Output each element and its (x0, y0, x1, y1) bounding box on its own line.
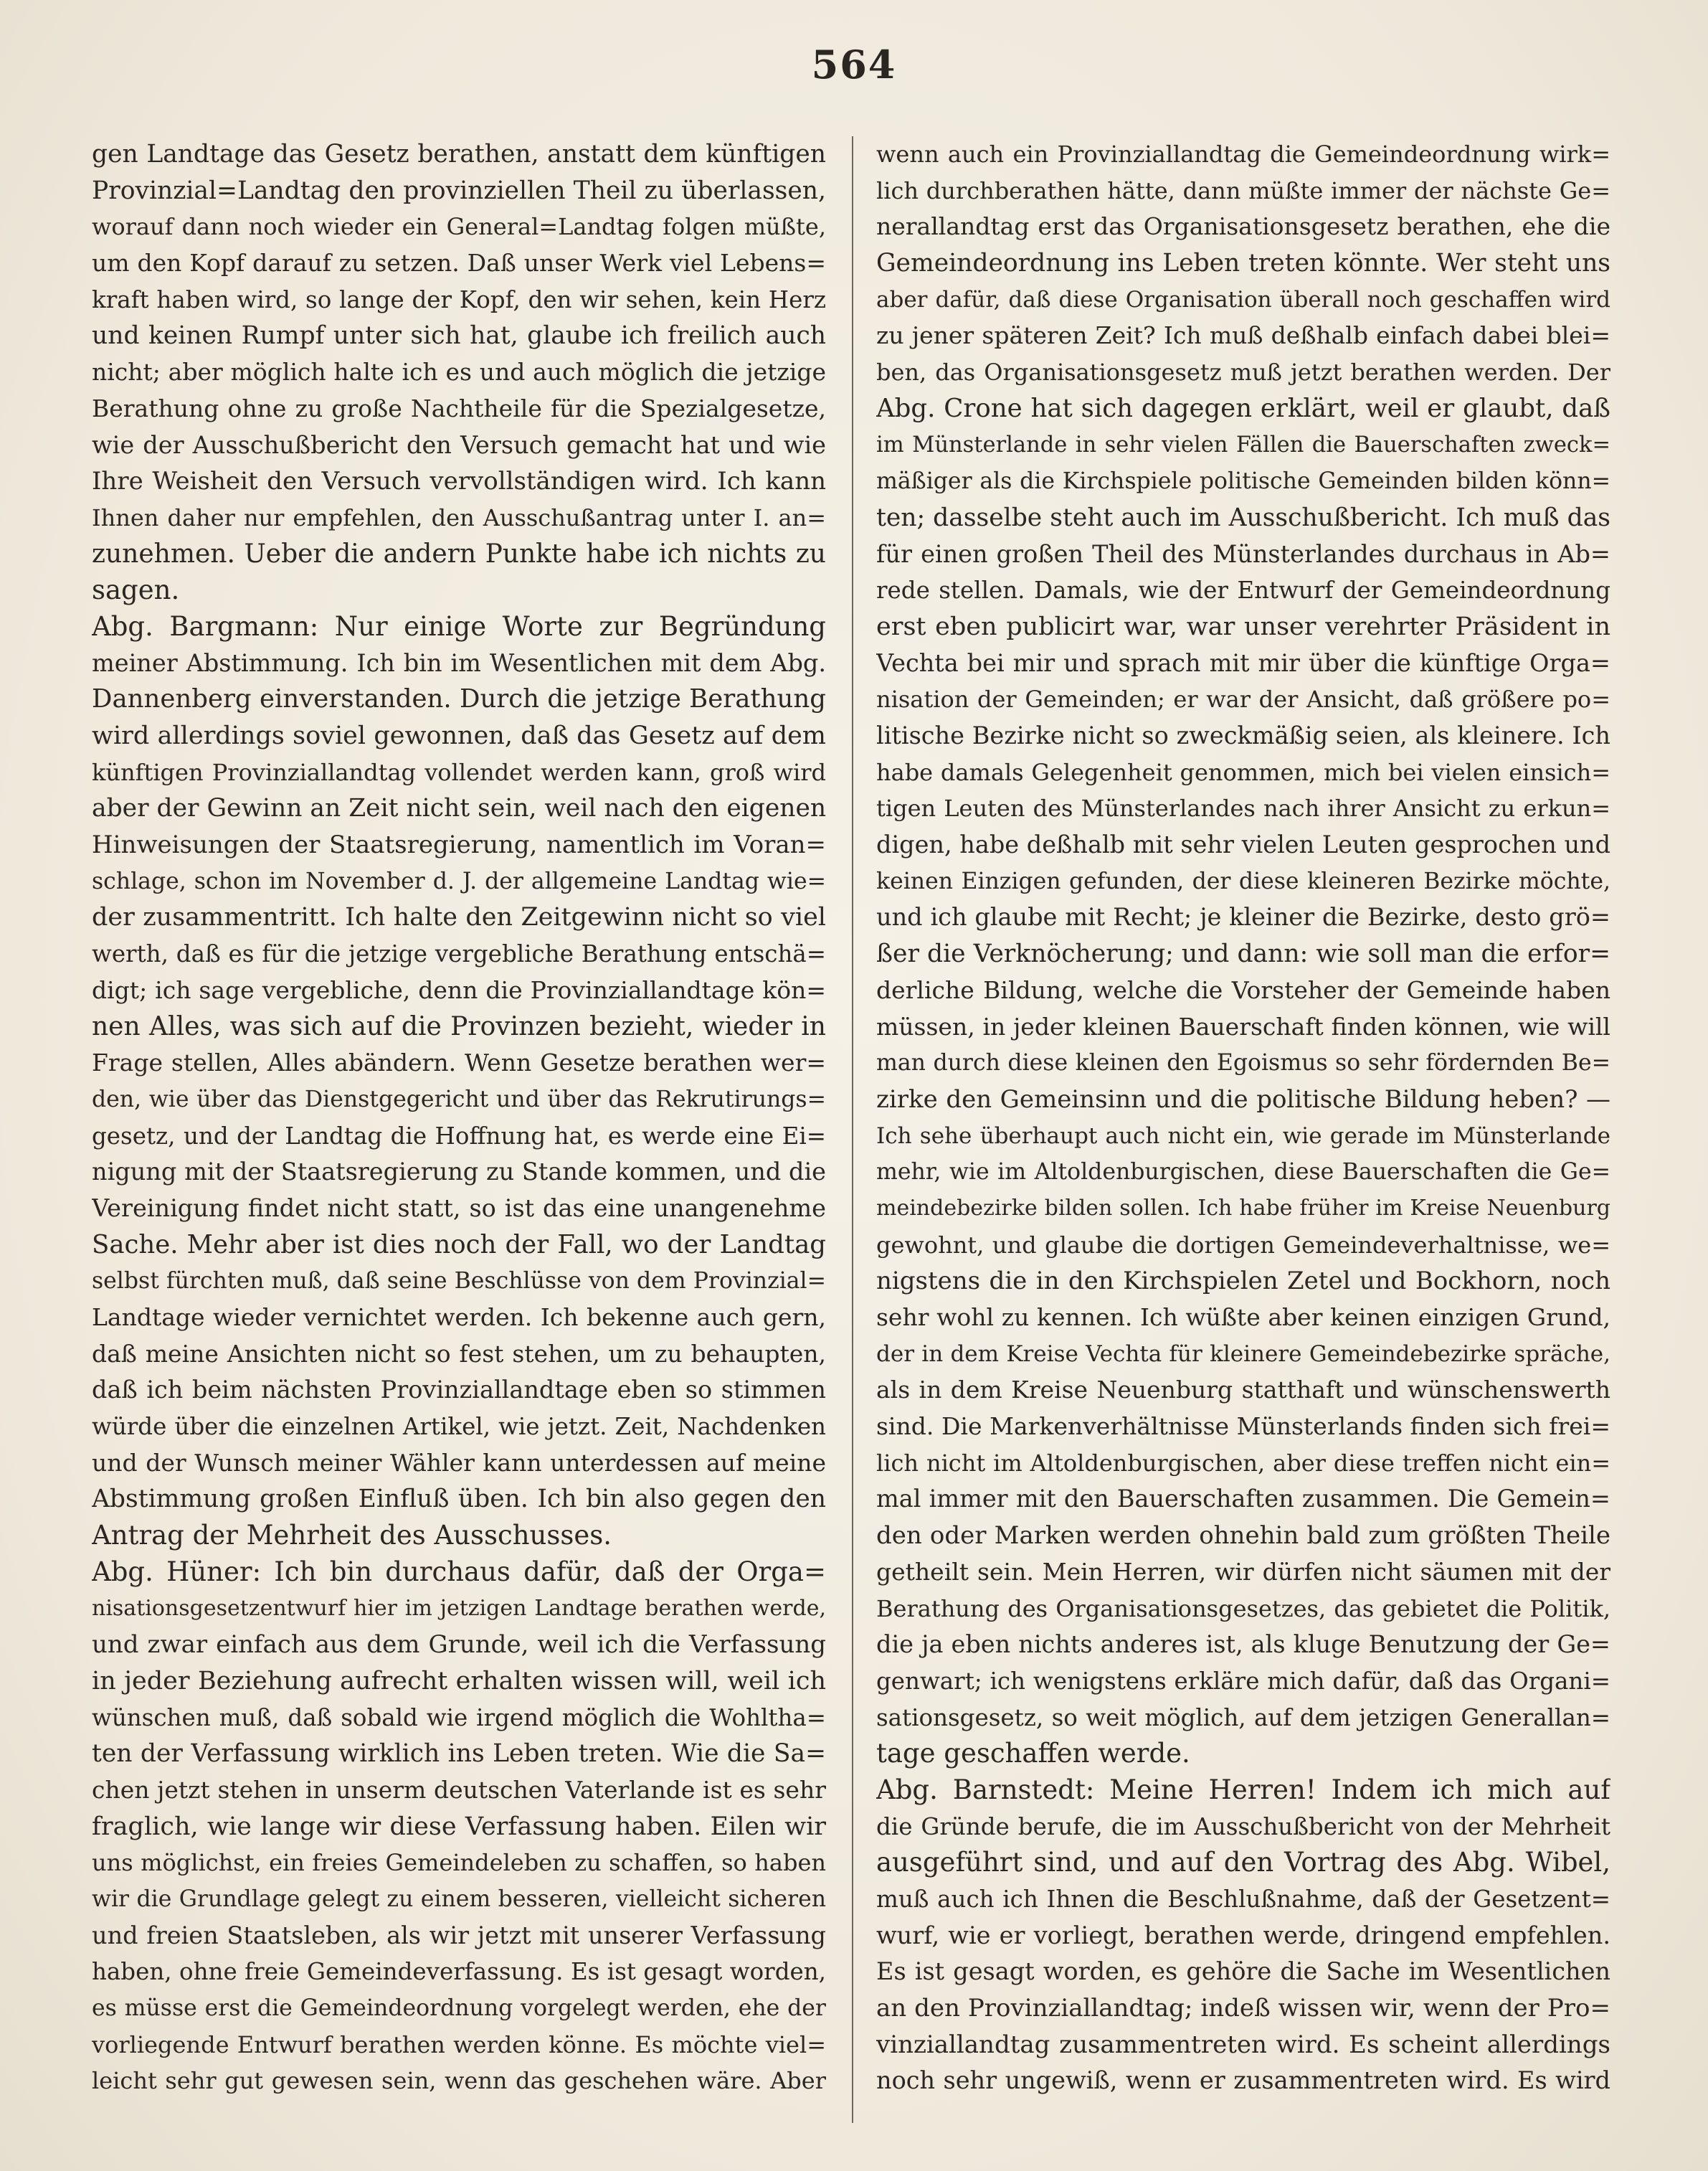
text-line: den oder Marken werden ohnehin bald zum größten Theile (876, 1521, 1610, 1551)
text-line: gesetz, und der Landtag die Hoffnung hat, es werde eine Ei= (92, 1122, 826, 1150)
text-line: an den Provinziallandtag; indeß wissen wir, wenn der Pro= (876, 1994, 1610, 2023)
text-line: ausgeführt sind, und auf den Vortrag des Abg. Wibel, (876, 1847, 1610, 1878)
text-line: sind. Die Markenverhältnisse Münsterlands finden sich frei= (876, 1412, 1610, 1441)
column-divider (852, 136, 853, 2123)
text-line: vorliegende Entwurf berathen werden könne. Es möchte viel= (92, 2030, 826, 2058)
text-line: Abg. Hüner: Ich bin durchaus dafür, daß der Orga= (92, 1556, 826, 1587)
text-line: den, wie über das Dienstgegericht und über das Rekrutirungs= (92, 1086, 826, 1112)
text-line: und keinen Rumpf unter sich hat, glaube ich freilich auch (92, 321, 826, 351)
text-line: lich durchberathen hätte, dann müßte immer der nächste Ge= (876, 176, 1610, 204)
page-number: 564 (811, 42, 897, 87)
text-line: Antrag der Mehrheit des Ausschusses. (92, 1520, 612, 1551)
text-line: müssen, in jeder kleinen Bauerschaft finden können, wie will (876, 1012, 1610, 1041)
text-line: ben, das Organisationsgesetz muß jetzt berathen werden. Der (876, 359, 1610, 387)
text-line: digen, habe deßhalb mit sehr vielen Leuten gesprochen und (876, 831, 1610, 859)
text-line: Vechta bei mir und sprach mit mir über die künftige Orga= (876, 648, 1610, 677)
text-line: derliche Bildung, welche die Vorsteher der Gemeinde haben (876, 975, 1610, 1004)
text-line: nigstens die in den Kirchspielen Zetel und Bockhorn, noch (876, 1267, 1610, 1296)
text-line: nicht; aber möglich halte ich es und auch möglich die jetzige (92, 358, 826, 387)
text-line: Berathung des Organisationsgesetzes, das gebietet die Politik, (876, 1594, 1610, 1622)
text-line: habe damals Gelegenheit genommen, mich bei vielen einsich= (876, 758, 1610, 786)
text-line: nisationsgesetzentwurf hier im jetzigen Landtage berathen werde, (92, 1595, 826, 1621)
text-line: in jeder Beziehung aufrecht erhalten wissen will, weil ich (92, 1666, 826, 1695)
text-line: getheilt sein. Mein Herren, wir dürfen nicht säumen mit der (876, 1557, 1610, 1586)
text-line: zunehmen. Ueber die andern Punkte habe ich nichts zu (92, 539, 826, 569)
text-line: Gemeindeordnung ins Leben treten könnte. Wer steht uns (876, 249, 1610, 278)
text-line: Frage stellen, Alles abändern. Wenn Gesetze berathen wer= (92, 1049, 826, 1077)
text-line: sagen. (92, 574, 180, 606)
text-line: nen Alles, was sich auf die Provinzen bezieht, wieder in (92, 1011, 826, 1041)
text-line: wenn auch ein Provinziallandtag die Gemeindeordnung wirk= (876, 141, 1610, 168)
text-line: der zusammentritt. Ich halte den Zeitgewinn nicht so viel (92, 903, 826, 932)
text-line: Abg. Barnstedt: Meine Herren! Indem ich mich auf (876, 1774, 1610, 1805)
text-line: wie der Ausschußbericht den Versuch gemacht hat und wie (92, 430, 826, 459)
text-line: ßer die Verknöcherung; und dann: wie soll man die erfor= (876, 940, 1610, 969)
text-line: muß auch ich Ihnen die Beschlußnahme, daß der Gesetzent= (876, 1886, 1610, 1913)
text-line: vinziallandtag zusammentreten wird. Es scheint allerdings (876, 2030, 1610, 2059)
text-line: litische Bezirke nicht so zweckmäßig seien, als kleinere. Ich (876, 722, 1610, 749)
text-line: worauf dann noch wieder ein General=Landtag folgen müßte, (92, 213, 826, 241)
text-line: nisation der Gemeinden; er war der Ansicht, daß größere po= (876, 686, 1610, 714)
text-line: meiner Abstimmung. Ich bin im Wesentlichen mit dem Abg. (92, 648, 826, 677)
text-line: Ihre Weisheit den Versuch vervollständigen wird. Ich kann (92, 467, 826, 496)
text-line: leicht sehr gut gewesen sein, wenn das geschehen wäre. Aber (92, 2067, 826, 2095)
text-line: daß meine Ansichten nicht so fest stehen, um zu behaupten, (92, 1339, 826, 1368)
text-line: fraglich, wie lange wir diese Verfassung haben. Eilen wir (92, 1812, 826, 1841)
text-line: und freien Staatsleben, als wir jetzt mit unserer Verfassung (92, 1921, 826, 1949)
text-line: meindebezirke bilden sollen. Ich habe früher im Kreise Neuenburg (876, 1195, 1610, 1221)
text-line: werth, daß es für die jetzige vergebliche Berathung entschä= (92, 940, 826, 968)
text-line: schlage, schon im November d. J. der allgemeine Landtag wie= (92, 868, 826, 894)
text-line: mal immer mit den Bauerschaften zusammen. Die Gemein= (876, 1485, 1610, 1513)
text-line: um den Kopf darauf zu setzen. Daß unser Werk viel Lebens= (92, 249, 826, 278)
text-line: digt; ich sage vergebliche, denn die Provinziallandtage kön= (92, 975, 826, 1004)
text-line: künftigen Provinziallandtag vollendet werden kann, groß wird (92, 758, 826, 786)
right-text-column (876, 136, 1610, 2144)
text-line: Sache. Mehr aber ist dies noch der Fall, wo der Landtag (92, 1229, 826, 1259)
text-line: ten; dasselbe steht auch im Ausschußbericht. Ich muß das (876, 503, 1610, 532)
text-line: Vereinigung findet nicht statt, so ist das eine unangenehme (92, 1193, 826, 1222)
text-line: Abstimmung großen Einfluß üben. Ich bin also gegen den (92, 1485, 826, 1514)
text-line: tage geschaffen werde. (876, 1738, 1190, 1769)
text-line: zirke den Gemeinsinn und die politische Bildung heben? — (876, 1084, 1610, 1114)
left-text-column (92, 136, 826, 2144)
text-line: genwart; ich wenigstens erkläre mich dafür, daß das Organi= (876, 1667, 1610, 1695)
text-line: gewohnt, und glaube die dortigen Gemeindeverhaltnisse, we= (876, 1231, 1610, 1259)
text-line: man durch diese kleinen den Egoismus so sehr fördernden Be= (876, 1050, 1610, 1077)
text-line: die Gründe berufe, die im Ausschußbericht von der Mehrheit (876, 1812, 1610, 1840)
text-line: und zwar einfach aus dem Grunde, weil ich die Verfassung (92, 1630, 826, 1660)
text-line: wurf, wie er vorliegt, berathen werde, dringend empfehlen. (876, 1921, 1610, 1949)
text-line: Ihnen daher nur empfehlen, den Ausschußantrag unter I. an= (92, 503, 826, 531)
text-line: die ja eben nichts anderes ist, als kluge Benutzung der Ge= (876, 1630, 1610, 1659)
text-line: ten der Verfassung wirklich ins Leben treten. Wie die Sa= (92, 1739, 826, 1769)
text-line: als in dem Kreise Neuenburg statthaft und wünschenswerth (876, 1376, 1610, 1404)
text-line: wünschen muß, daß sobald wie irgend möglich die Wohltha= (92, 1703, 826, 1731)
text-line: lich nicht im Altoldenburgischen, aber diese treffen nicht ein= (876, 1449, 1610, 1477)
text-line: würde über die einzelnen Artikel, wie jetzt. Zeit, Nachdenken (92, 1413, 826, 1441)
text-line: und der Wunsch meiner Wähler kann unterdessen auf meine (92, 1448, 826, 1477)
text-line: es müsse erst die Gemeindeordnung vorgelegt werden, ehe der (92, 1995, 826, 2022)
text-line: der in dem Kreise Vechta für kleinere Gemeindebezirke spräche, (876, 1340, 1610, 1367)
text-line: nerallandtag erst das Organisationsgesetz berathen, ehe die (876, 212, 1610, 241)
text-line: nigung mit der Staatsregierung zu Stande kommen, und die (92, 1158, 826, 1186)
text-line: Provinzial=Landtag den provinziellen Theil zu überlassen, (92, 176, 826, 205)
text-line: tigen Leuten des Münsterlandes nach ihrer Ansicht zu erkun= (876, 795, 1610, 823)
text-line: wird allerdings soviel gewonnen, daß das Gesetz auf dem (92, 722, 826, 750)
text-line: mehr, wie im Altoldenburgischen, diese Bauerschaften die Ge= (876, 1159, 1610, 1186)
text-line: sationsgesetz, so weit möglich, auf dem jetzigen Generallan= (876, 1703, 1610, 1731)
text-line: im Münsterlande in sehr vielen Fällen die Bauerschaften zweck= (876, 432, 1610, 458)
text-line: und ich glaube mit Recht; je kleiner die Bezirke, desto grö= (876, 903, 1610, 932)
text-line: aber der Gewinn an Zeit nicht sein, weil nach den eigenen (92, 794, 826, 823)
text-line: gen Landtage das Gesetz berathen, anstatt dem künftigen (92, 140, 826, 169)
text-line: für einen großen Theil des Münsterlandes durchaus in Ab= (876, 539, 1610, 568)
text-line: uns möglichst, ein freies Gemeindeleben zu schaffen, so haben (92, 1849, 826, 1877)
text-line: Es ist gesagt worden, es gehöre die Sache im Wesentlichen (876, 1957, 1610, 1986)
text-line: Abg. Crone hat sich dagegen erklärt, weil er glaubt, daß (876, 393, 1610, 423)
text-line: wir die Grundlage gelegt zu einem besseren, vielleicht sicheren (92, 1886, 826, 1912)
text-line: zu jener späteren Zeit? Ich muß deßhalb einfach dabei blei= (876, 321, 1610, 350)
text-line: rede stellen. Damals, wie der Entwurf der Gemeindeordnung (876, 577, 1610, 605)
text-line: erst eben publicirt war, war unser verehrter Präsident in (876, 612, 1610, 641)
text-line: haben, ohne freie Gemeindeverfassung. Es ist gesagt worden, (92, 1958, 826, 1986)
text-line: sehr wohl zu kennen. Ich wüßte aber keinen einzigen Grund, (876, 1303, 1610, 1331)
text-line: aber dafür, daß diese Organisation überall noch geschaffen wird (876, 286, 1610, 313)
text-line: daß ich beim nächsten Provinziallandtage eben so stimmen (92, 1376, 826, 1404)
text-line: selbst fürchten muß, daß seine Beschlüsse von dem Provinzial= (92, 1268, 826, 1295)
text-line: Landtage wieder vernichtet werden. Ich bekenne auch gern, (92, 1303, 826, 1331)
text-line: Dannenberg einverstanden. Durch die jetzige Berathung (92, 684, 826, 714)
text-line: Ich sehe überhaupt auch nicht ein, wie gerade im Münsterlande (876, 1122, 1610, 1149)
text-line: Abg. Bargmann: Nur einige Worte zur Begründung (92, 610, 826, 642)
text-line: Hinweisungen der Staatsregierung, namentlich im Voran= (92, 831, 826, 860)
text-line: keinen Einzigen gefunden, der diese kleineren Bezirke möchte, (876, 868, 1610, 894)
text-line: chen jetzt stehen in unserm deutschen Vaterlande ist es sehr (92, 1775, 826, 1804)
text-line: kraft haben wird, so lange der Kopf, den wir sehen, kein Herz (92, 285, 826, 313)
text-line: noch sehr ungewiß, wenn er zusammentreten wird. Es wird (876, 2066, 1610, 2095)
text-line: Berathung ohne zu große Nachtheile für die Spezialgesetze, (92, 394, 826, 422)
text-line: mäßiger als die Kirchspiele politische Gemeinden bilden könn= (876, 468, 1610, 495)
